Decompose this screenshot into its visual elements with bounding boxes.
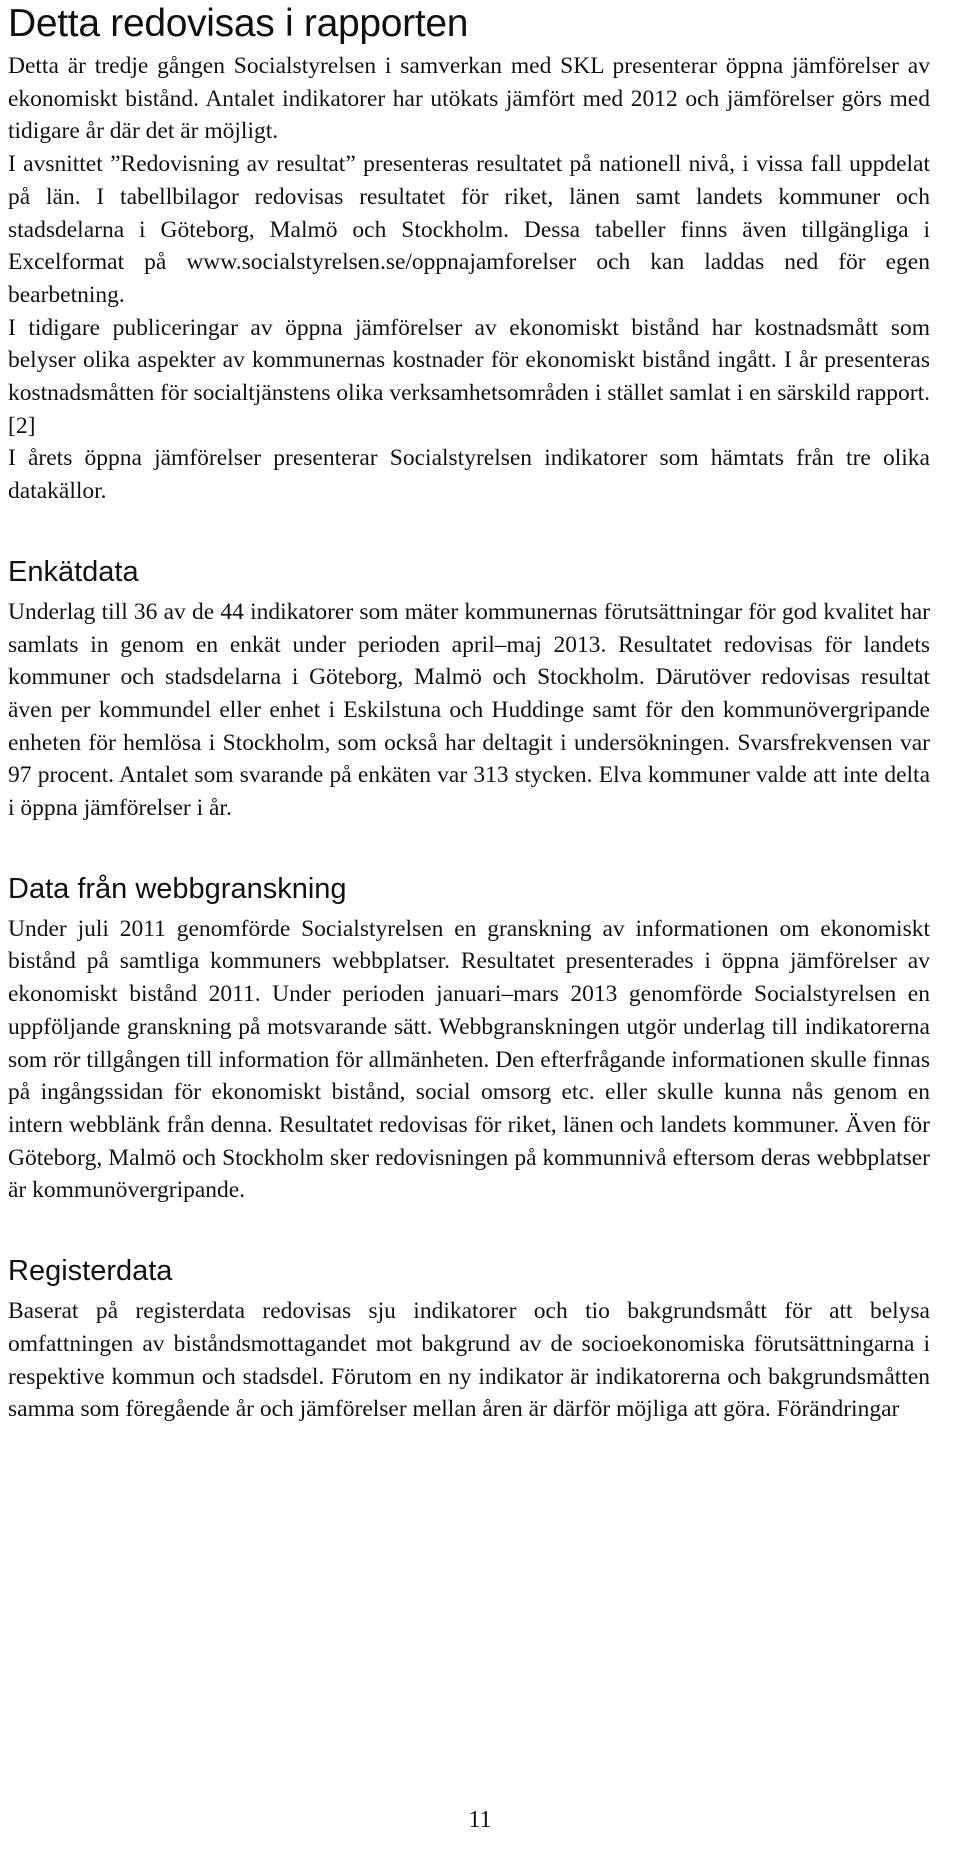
- page-number: 11: [468, 1807, 492, 1833]
- section-webbgranskning: [8, 871, 930, 1207]
- intro-paragraph-4: I årets öppna jämförelser presenterar Socialstyrelsen indikatorer som hämtats från tre olika datakällor.: [8, 445, 930, 505]
- registerdata-paragraph: Baserat på registerdata redovisas sju indikatorer och tio bakgrundsmått för att belysa omfattningen av biståndsmottagandet mot bakgrund av de socioekonomiska förutsättningarna i respektive kommun och stadsdel. Förutom en ny indikator är indikatorerna och bakgrundsmåtten samma som föregående år och jämförelser mellan åren är därför möjliga att göra. Förändringar: [8, 1298, 930, 1423]
- section-heading-enkatdata: Enkätdata: [8, 555, 139, 588]
- section-enkatdata: [8, 554, 930, 825]
- document-page: [8, 0, 930, 1426]
- section-detta-redovisas: [8, 2, 930, 508]
- enkatdata-paragraph: Underlag till 36 av de 44 indikatorer som mäter kommunernas förutsättningar för god kvalitet har samlats in genom en enkät under perioden april–maj 2013. Resultatet redovisas för landets kommuner och stadsdelarna i Göteborg, Malmö och Stockholm. Därutöver redovisas resultat även per kommundel eller enhet i Eskilstuna och Huddinge samt för den kommunövergripande enheten för hemlösa i Stockholm, som också har deltagit i undersökningen. Svarsfrekvensen var 97 procent. Antalet som svarande på enkäten var 313 stycken. Elva kommuner valde att inte delta i öppna jämförelser i år.: [8, 598, 930, 822]
- section-registerdata: [8, 1253, 930, 1426]
- section-heading-webbgranskning: Data från webbgranskning: [8, 872, 347, 905]
- intro-paragraph-2: I avsnittet ”Redovisning av resultat” presenteras resultatet på nationell nivå, i vissa fall uppdelat på län. I tabellbilagor redovisas resultatet för riket, länen samt landets kommuner och stadsdelarna i Göteborg, Malmö och Stockholm. Dessa tabeller finns även tillgängliga i Excelformat på www.socialstyrelsen.se/oppnajamforelser och kan laddas ned för egen bearbetning.: [8, 151, 930, 308]
- section-heading-registerdata: Registerdata: [8, 1255, 173, 1288]
- intro-paragraph-3: I tidigare publiceringar av öppna jämförelser av ekonomiskt bistånd har kostnadsmått som belyser olika aspekter av kommunernas kostnader för ekonomiskt bistånd ingått. I år presenteras kostnadsmåtten för socialtjänstens olika verksamhetsområden i stället samlat i en särskild rapport. [2]: [8, 314, 930, 439]
- page-title: Detta redovisas i rapporten: [8, 2, 469, 45]
- webbgranskning-paragraph: Under juli 2011 genomförde Socialstyrelsen en granskning av informationen om ekonomiskt bistånd på samtliga kommuners webbplatser. Resultatet presenterades i öppna jämförelser av ekonomiskt bistånd 2011. Under perioden januari–mars 2013 genomförde Socialstyrelsen en uppföljande granskning på motsvarande sätt. Webbgranskningen utgör underlag till indikatorerna som rör tillgången till information för allmänheten. Den efterfrågande informationen skulle finnas på ingångssidan för ekonomiskt bistånd, social omsorg etc. eller skulle kunna nås genom en intern webblänk från denna. Resultatet redovisas för riket, länen och landets kommuner. Även för Göteborg, Malmö och Stockholm sker redovisningen på kommunnivå eftersom deras webbplatser är kommunövergripande.: [8, 915, 930, 1204]
- intro-paragraph-1: Detta är tredje gången Socialstyrelsen i samverkan med SKL presenterar öppna jämförelser av ekonomiskt bistånd. Antalet indikatorer har utökats jämfört med 2012 och jämförelser görs med tidigare år där det är möjligt.: [8, 53, 930, 145]
